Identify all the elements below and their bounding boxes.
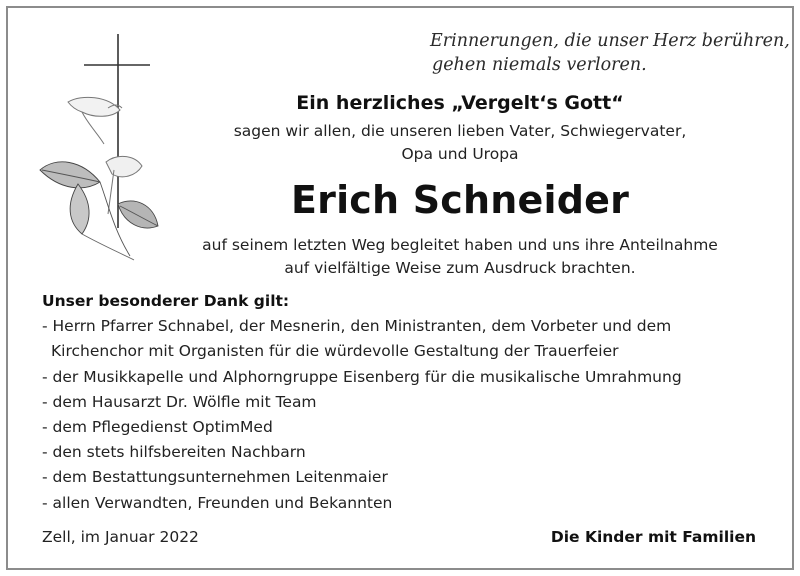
thanks-list-item: - allen Verwandten, Freunden und Bekannten [42, 493, 393, 512]
place-date: Zell, im Januar 2022 [42, 528, 199, 546]
thanks-list-item: - der Musikkapelle und Alphorngruppe Eisenberg für die musikalische Umrahmung [42, 367, 682, 386]
after-line-1: auf seinem letzten Weg begleitet haben und uns ihre Anteilnahme [202, 236, 718, 254]
lily-leaves-icon [40, 162, 158, 260]
thanks-list-item: - dem Hausarzt Dr. Wölfle mit Team [42, 392, 317, 411]
thanks-list-item: - dem Pflegedienst OptimMed [42, 418, 273, 437]
special-thanks [42, 289, 772, 516]
lily-flower-top-icon [68, 97, 122, 144]
deceased-name: Erich Schneider [290, 178, 630, 222]
thanks-list-item: Kirchenchor mit Organisten für die würdevolle Gestaltung der Trauerfeier [51, 342, 619, 361]
cross-lily-illustration [38, 34, 168, 264]
thanks-heading: Ein herzliches „Vergelt‘s Gott“ [296, 92, 624, 114]
special-thanks-title: Unser besonderer Dank gilt: [42, 292, 290, 310]
thanks-list-item: - den stets hilfsbereiten Nachbarn [42, 443, 306, 462]
quote-line-1: Erinnerungen, die unser Herz berühren, [430, 31, 790, 51]
after-text [160, 234, 760, 280]
thanks-intro [160, 120, 760, 166]
signature: Die Kinder mit Familien [550, 528, 756, 546]
quote-line-2: gehen niemals verloren. [432, 55, 647, 75]
thanks-list-item: - dem Bestattungsunternehmen Leitenmaier [42, 468, 388, 487]
memorial-quote [430, 29, 790, 77]
thanks-list-item: - Herrn Pfarrer Schnabel, der Mesnerin, den Ministranten, dem Vorbeter und dem [42, 317, 672, 336]
after-line-2: auf vielfältige Weise zum Ausdruck brachten. [284, 259, 636, 277]
intro-line-2: Opa und Uropa [401, 145, 519, 163]
intro-line-1: sagen wir allen, die unseren lieben Vater, Schwiegervater, [233, 122, 687, 140]
